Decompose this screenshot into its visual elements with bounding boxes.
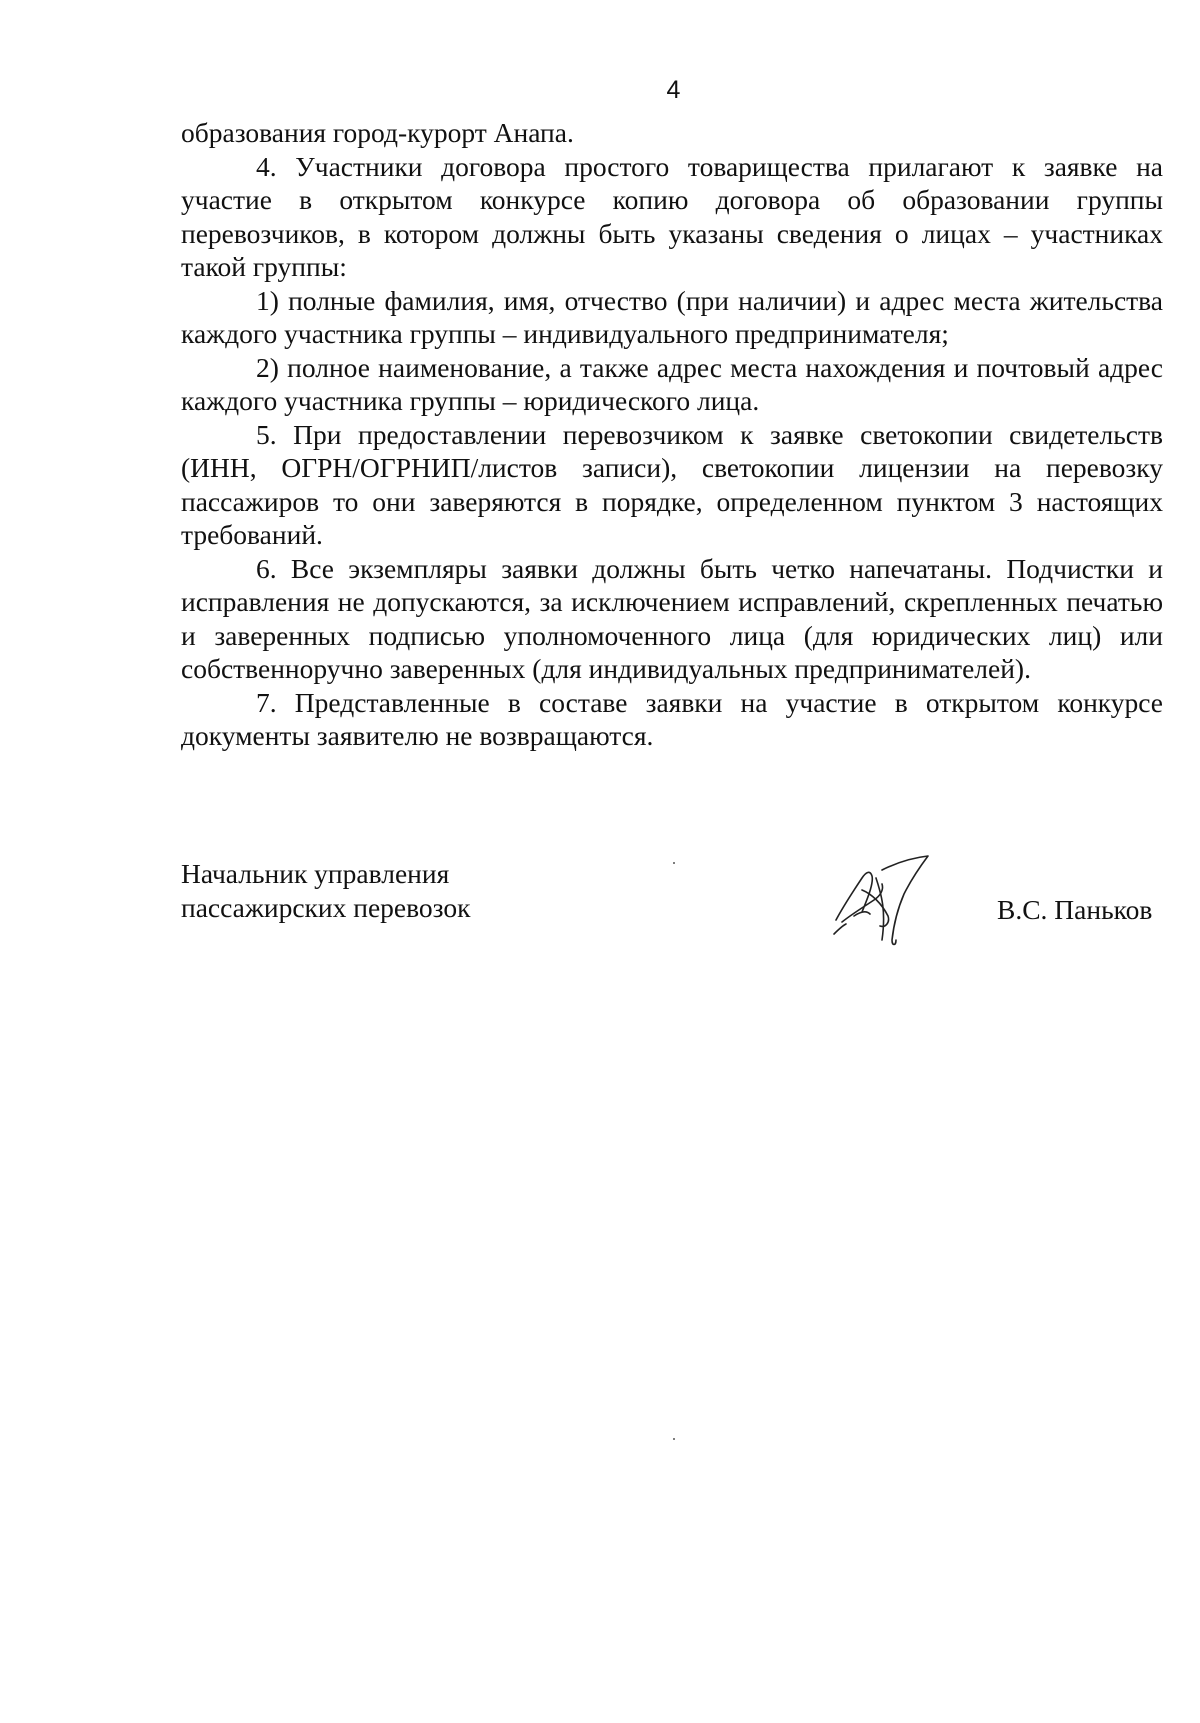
paragraph-item-4: 4. Участники договора простого товарищества прилагают к заявке на участие в открытом конкурсе копию договора об образовании группы перевозчиков, в котором должны быть указаны сведения о лицах – участниках такой группы:	[181, 150, 1163, 282]
scan-speck	[673, 862, 675, 864]
paragraph-item-5: 5. При предоставлении перевозчиком к заявке светокопии свидетельств (ИНН, ОГРН/ОГРНИП/листов записи), светокопии лицензии на перевозку пассажиров то они заверяются в порядке, определенном пунктом 3 настоящих требований.	[181, 418, 1163, 550]
signatory-position-line-1: Начальник управления	[181, 858, 450, 889]
paragraph-item-6: 6. Все экземпляры заявки должны быть четко напечатаны. Подчистки и исправления не допускаются, за исключением исправлений, скрепленных печатью и заверенных подписью уполномоченного лица (для юридических лиц) или собственноручно заверенных (для индивидуальных предпринимателей).	[181, 552, 1163, 684]
handwritten-signature	[832, 850, 942, 950]
paragraph-subitem-2: 2) полное наименование, а также адрес места нахождения и почтовый адрес каждого участника группы – юридического лица.	[181, 351, 1163, 416]
paragraph-continuation: образования город-курорт Анапа.	[181, 117, 574, 148]
paragraph-subitem-1: 1) полные фамилия, имя, отчество (при наличии) и адрес места жительства каждого участника группы – индивидуального предпринимателя;	[181, 284, 1163, 349]
scan-speck	[673, 1438, 675, 1440]
signatory-name: В.С. Паньков	[997, 894, 1153, 925]
page-number: 4	[666, 76, 681, 104]
signatory-position-line-2: пассажирских перевозок	[181, 892, 471, 923]
document-body	[181, 116, 1163, 753]
signatory-position	[181, 857, 471, 925]
paragraph-item-7: 7. Представленные в составе заявки на участие в открытом конкурсе документы заявителю не возвращаются.	[181, 686, 1163, 751]
